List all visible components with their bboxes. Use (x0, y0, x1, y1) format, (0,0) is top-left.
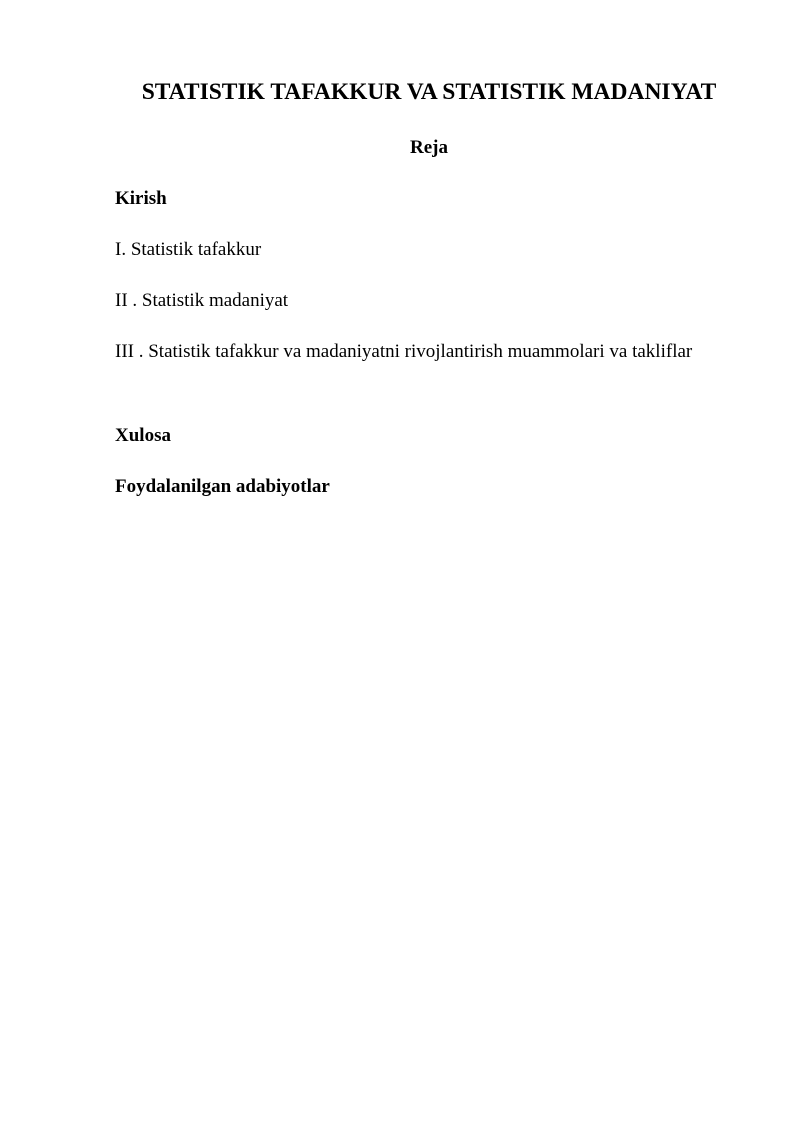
plan-heading: Reja (410, 137, 448, 158)
outline-item-section-1: I. Statistik tafakkur (115, 239, 262, 260)
outline-item-section-2: II . Statistik madaniyat (115, 290, 289, 311)
document-title: STATISTIK TAFAKKUR VA STATISTIK MADANIYAT (141, 79, 717, 105)
outline-item-intro: Kirish (115, 188, 167, 209)
outline-item-references: Foydalanilgan adabiyotlar (115, 476, 330, 497)
outline-item-conclusion: Xulosa (115, 425, 171, 446)
outline-item-section-3: III . Statistik tafakkur va madaniyatni rivojlantirish muammolari va takliflar (115, 341, 693, 362)
